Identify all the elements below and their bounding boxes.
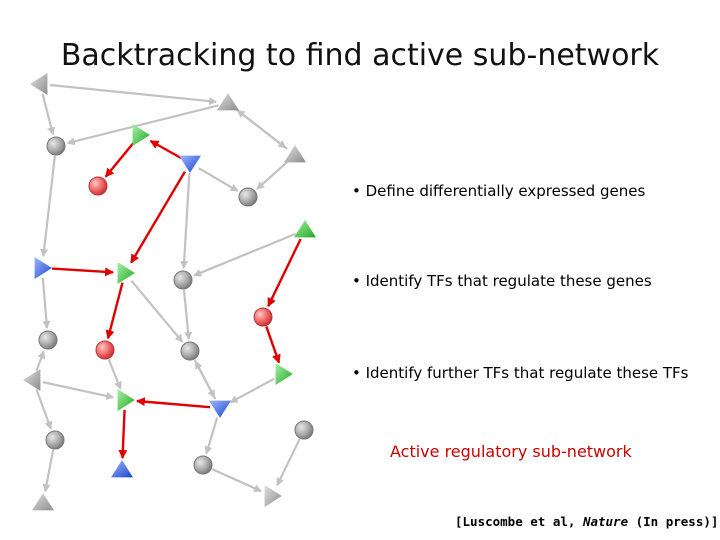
gene-node-gc6: [295, 421, 313, 439]
citation-prefix: [Luscombe et al,: [455, 514, 583, 529]
green-tf-node-gr5: [118, 389, 135, 411]
active-gene-node-rc1: [89, 177, 107, 195]
edge-gc7-gt5: [45, 450, 53, 491]
edge-gt4-gr5: [43, 382, 114, 397]
blue-tf-node-bl1: [179, 156, 201, 173]
edge-gt4-gc7: [36, 389, 50, 428]
active-edge-rc2-gr4: [266, 326, 279, 362]
edge-rc3-gr5: [109, 359, 121, 389]
edge-gc6-gt6: [277, 439, 299, 485]
slide-title: Backtracking to find active sub-network: [60, 38, 660, 73]
edge-gr2-gc3: [194, 234, 296, 276]
citation: [455, 514, 718, 529]
nodes: [23, 73, 316, 510]
active-edge-bl1-gr3: [131, 172, 185, 263]
edge-gr3-gc5: [131, 281, 182, 342]
active-edge-bl2-gr3: [52, 269, 113, 273]
active-edge-bl3-gr5: [137, 401, 210, 407]
edge-bl1-gc3: [184, 173, 190, 268]
gene-node-gc4: [39, 331, 57, 349]
edge-bl3-gc8: [206, 418, 217, 454]
gene-node-gc8: [194, 456, 212, 474]
active-subnetwork-caption: Active regulatory sub-network: [390, 442, 632, 461]
edge-gr4-bl3: [231, 379, 275, 403]
gray-tf-node-gt5: [32, 493, 54, 510]
green-tf-node-gr1: [133, 124, 150, 146]
edge-gt1-gc1: [42, 94, 53, 135]
bullet-further-tfs: • Identify further TFs that regulate these TFs: [352, 364, 689, 382]
bullet-define-genes: • Define differentially expressed genes: [352, 182, 646, 200]
edge-gt3-gt2: [237, 110, 287, 149]
edge-gc3-gc5: [184, 290, 189, 339]
bullet-identify-tfs: • Identify TFs that regulate these genes: [352, 272, 652, 290]
blue-tf-node-bl4: [111, 460, 133, 477]
citation-suffix: (In press)]: [628, 514, 719, 529]
active-edge-bl1-gr1: [150, 141, 181, 158]
edges: [36, 85, 300, 491]
edge-gt4-gc4: [37, 351, 44, 370]
edge-gc1-bl2: [43, 156, 54, 256]
gray-tf-node-gt2: [217, 93, 239, 110]
green-tf-node-gr2: [294, 220, 316, 237]
active-gene-node-rc2: [254, 308, 272, 326]
green-tf-node-gr4: [276, 363, 293, 385]
active-edge-gr5-bl4: [123, 410, 125, 458]
edge-gc8-gt6: [212, 469, 261, 491]
blue-tf-node-bl2: [35, 257, 52, 279]
edge-gt3-gc2: [257, 162, 288, 189]
active-edge-gr2-rc2: [268, 239, 300, 306]
gene-node-gc7: [46, 431, 64, 449]
active-gene-node-rc3: [96, 341, 114, 359]
gene-node-gc5: [181, 342, 199, 360]
edge-bl2-gc4: [43, 278, 47, 328]
gray-tf-node-gt4: [23, 369, 40, 391]
edge-gc5-bl3: [195, 360, 215, 398]
active-edge-gr3-rc3: [108, 283, 122, 339]
gene-node-gc1: [47, 137, 65, 155]
blue-tf-node-bl3: [209, 401, 231, 418]
citation-journal: Nature: [582, 514, 629, 529]
gene-node-gc2: [239, 188, 257, 206]
edge-gt1-gt2: [50, 85, 216, 102]
gray-tf-node-gt1: [30, 73, 47, 95]
gene-node-gc3: [174, 271, 192, 289]
active-edge-gr1-rc1: [106, 143, 134, 177]
edge-bl1-gc2: [199, 168, 238, 191]
gray-tf-node-gt6: [265, 485, 282, 507]
